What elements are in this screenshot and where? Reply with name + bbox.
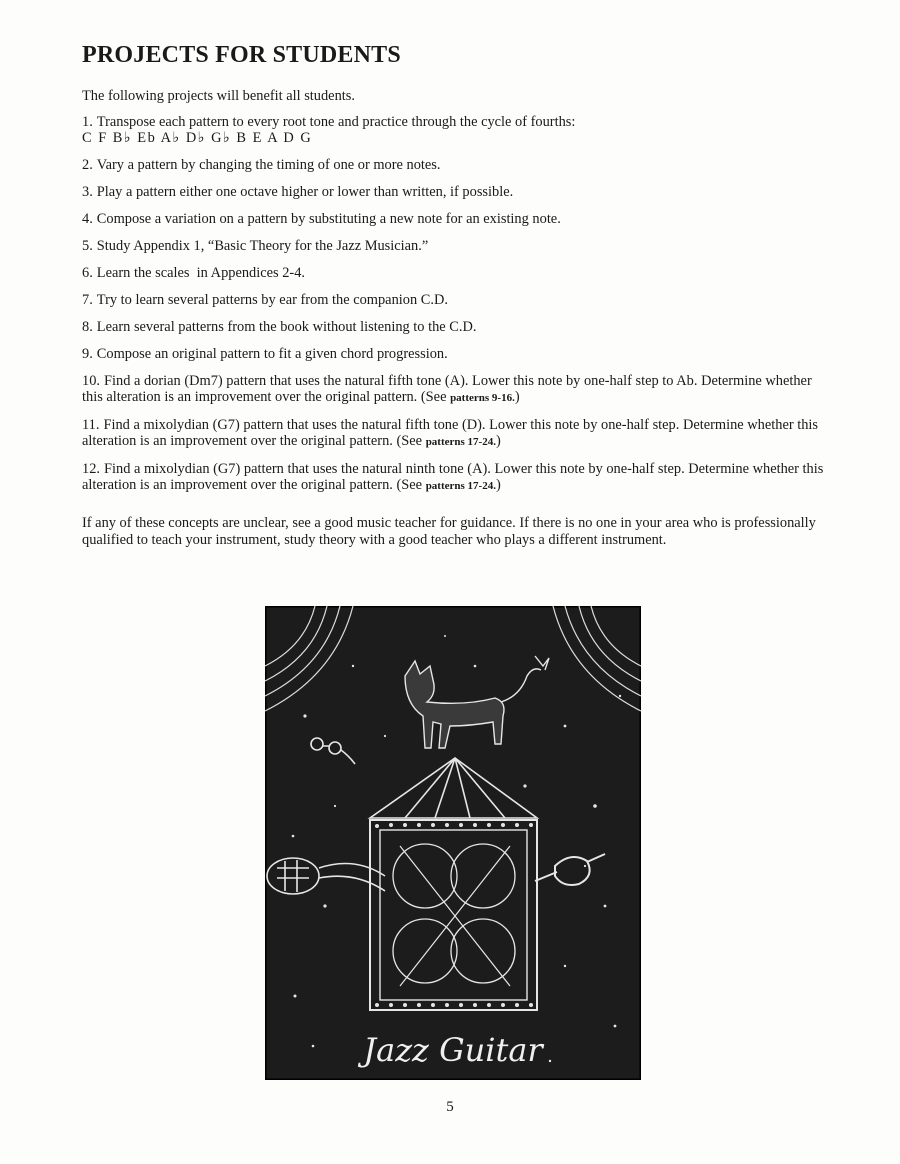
close-paren: ) [514, 389, 520, 405]
item-text: Try to learn several patterns by ear from the companion C.D. [96, 292, 448, 308]
list-item [82, 265, 832, 281]
item-text: Find a mixolydian (G7) pattern that uses the natural fifth tone (D). Lower this note by one-half step. Determine whether this alteration is an improvement over the original pattern. (See [82, 417, 819, 449]
item-number: 10. [82, 373, 100, 389]
list-item [82, 184, 832, 200]
list-item [82, 238, 832, 254]
page-number: 5 [446, 1099, 454, 1115]
list-item [82, 319, 832, 335]
item-text: Study Appendix 1, “Basic Theory for the Jazz Musician.” [96, 238, 429, 254]
list-item [82, 114, 832, 146]
item-number: 8. [82, 319, 93, 335]
item-number: 4. [82, 211, 93, 227]
close-paren: ) [495, 433, 501, 449]
list-item [82, 373, 832, 406]
intro-paragraph: The following projects will benefit all students. [82, 88, 355, 104]
item-text: Compose an original pattern to fit a given chord progression. [96, 346, 448, 362]
item-text: Play a pattern either one octave higher or lower than written, if possible. [96, 184, 514, 200]
list-item [82, 346, 832, 362]
item-number: 1. [82, 114, 93, 130]
item-number: 2. [82, 157, 93, 173]
item-text: Compose a variation on a pattern by substituting a new note for an existing note. [96, 211, 561, 227]
item-text: Learn the scales in Appendices 2-4. [96, 265, 305, 281]
pattern-reference: patterns 17-24. [425, 436, 496, 448]
item-text: Transpose each pattern to every root tone and practice through the cycle of fourths: [96, 114, 576, 130]
item-number: 3. [82, 184, 93, 200]
item-number: 11. [82, 417, 100, 433]
page-title: PROJECTS FOR STUDENTS [82, 42, 401, 68]
list-item [82, 157, 832, 173]
item-text: Find a mixolydian (G7) pattern that uses the natural ninth tone (A). Lower this note by one-half step. Determine whether this alteration is an improvement over the original pattern. (See [82, 461, 824, 493]
list-item [82, 292, 832, 308]
closing-paragraph: If any of these concepts are unclear, see a good music teacher for guidance. If there is no one in your area who is professionally qualified to teach your instrument, study theory with a good teacher who plays a different instrument. [82, 515, 816, 548]
item-number: 9. [82, 346, 93, 362]
pattern-reference: patterns 17-24. [425, 480, 496, 492]
jazz-guitar-illustration [265, 606, 641, 1080]
item-text: Learn several patterns from the book without listening to the C.D. [96, 319, 477, 335]
item-text: Find a dorian (Dm7) pattern that uses the natural fifth tone (A). Lower this note by one-half step to Ab. Determine whether this alteration is an improvement over the original pattern. (See [82, 373, 812, 405]
body-text [82, 88, 832, 549]
item-text: Vary a pattern by changing the timing of one or more notes. [96, 157, 441, 173]
cycle-of-fourths: C F B♭ Eb A♭ D♭ G♭ B E A D G [82, 130, 313, 146]
list-item [82, 461, 832, 494]
pattern-reference: patterns 9-16. [450, 392, 515, 404]
close-paren: ) [495, 477, 501, 493]
item-number: 5. [82, 238, 93, 254]
item-number: 6. [82, 265, 93, 281]
item-number: 12. [82, 461, 100, 477]
list-item [82, 417, 832, 450]
item-number: 7. [82, 292, 93, 308]
illustration-caption: Jazz Guitar [363, 1031, 543, 1069]
list-item [82, 211, 832, 227]
